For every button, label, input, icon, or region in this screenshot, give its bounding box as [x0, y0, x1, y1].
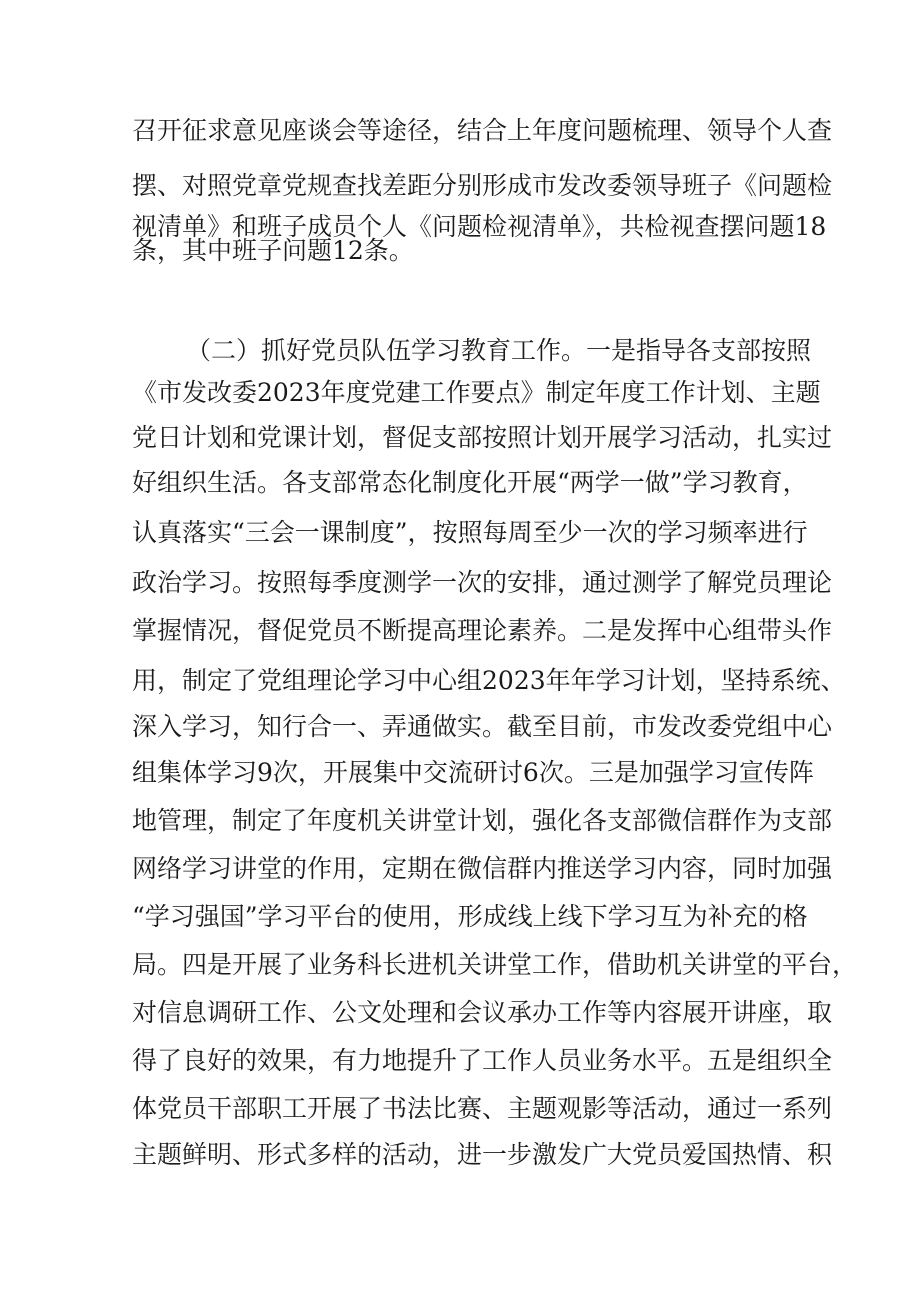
text-line: （二）抓好党员队伍学习教育工作。一是指导各支部按照	[186, 336, 812, 365]
text-line: 政治学习。按照每季度测学一次的安排，通过测学了解党员理论	[132, 568, 833, 597]
text-line: 体党员干部职工开展了书法比赛、主题观影等活动，通过一系列	[132, 1094, 833, 1123]
text-line: 对信息调研工作、公文处理和会议承办工作等内容展开讲座，取	[132, 998, 833, 1027]
text-line: 组集体学习9次，开展集中交流研讨6次。三是加强学习宣传阵	[132, 758, 814, 787]
text-line: 召开征求意见座谈会等途径，结合上年度问题梳理、领导个人查	[132, 116, 833, 145]
text-line: 视清单》和班子成员个人《问题检视清单》，共检视查摆问题18	[132, 212, 827, 241]
text-line: 网络学习讲堂的作用，定期在微信群内推送学习内容，同时加强	[132, 854, 833, 883]
text-line: 得了良好的效果，有力地提升了工作人员业务水平。五是组织全	[132, 1046, 833, 1075]
text-line: 《市发改委2023年度党建工作要点》制定年度工作计划、主题	[132, 378, 821, 407]
text-line: 掌握情况，督促党员不断提高理论素养。二是发挥中心组带头作	[132, 616, 833, 645]
text-line: 局。四是开展了业务科长进机关讲堂工作，借助机关讲堂的平台，	[132, 950, 858, 979]
text-line: 认真落实“三会一课制度”，按照每周至少一次的学习频率进行	[132, 518, 808, 547]
text-line: 主题鲜明、形式多样的活动，进一步激发广大党员爱国热情、积	[132, 1140, 833, 1169]
text-line: 用，制定了党组理论学习中心组2023年年学习计划，坚持系统、	[132, 666, 846, 695]
text-line: 地管理，制定了年度机关讲堂计划，强化各支部微信群作为支部	[132, 806, 833, 835]
text-line: 深入学习，知行合一、弄通做实。截至目前，市发改委党组中心	[132, 712, 833, 741]
text-line: 摆、对照党章党规查找差距分别形成市发改委领导班子《问题检	[132, 171, 833, 200]
text-line: 好组织生活。各支部常态化制度化开展“两学一做”学习教育，	[132, 468, 808, 497]
text-line: 党日计划和党课计划，督促支部按照计划开展学习活动，扎实过	[132, 423, 833, 452]
text-line: 条，其中班子问题12条。	[132, 236, 414, 265]
text-line: “学习强国”学习平台的使用，形成线上线下学习互为补充的格	[132, 902, 808, 931]
